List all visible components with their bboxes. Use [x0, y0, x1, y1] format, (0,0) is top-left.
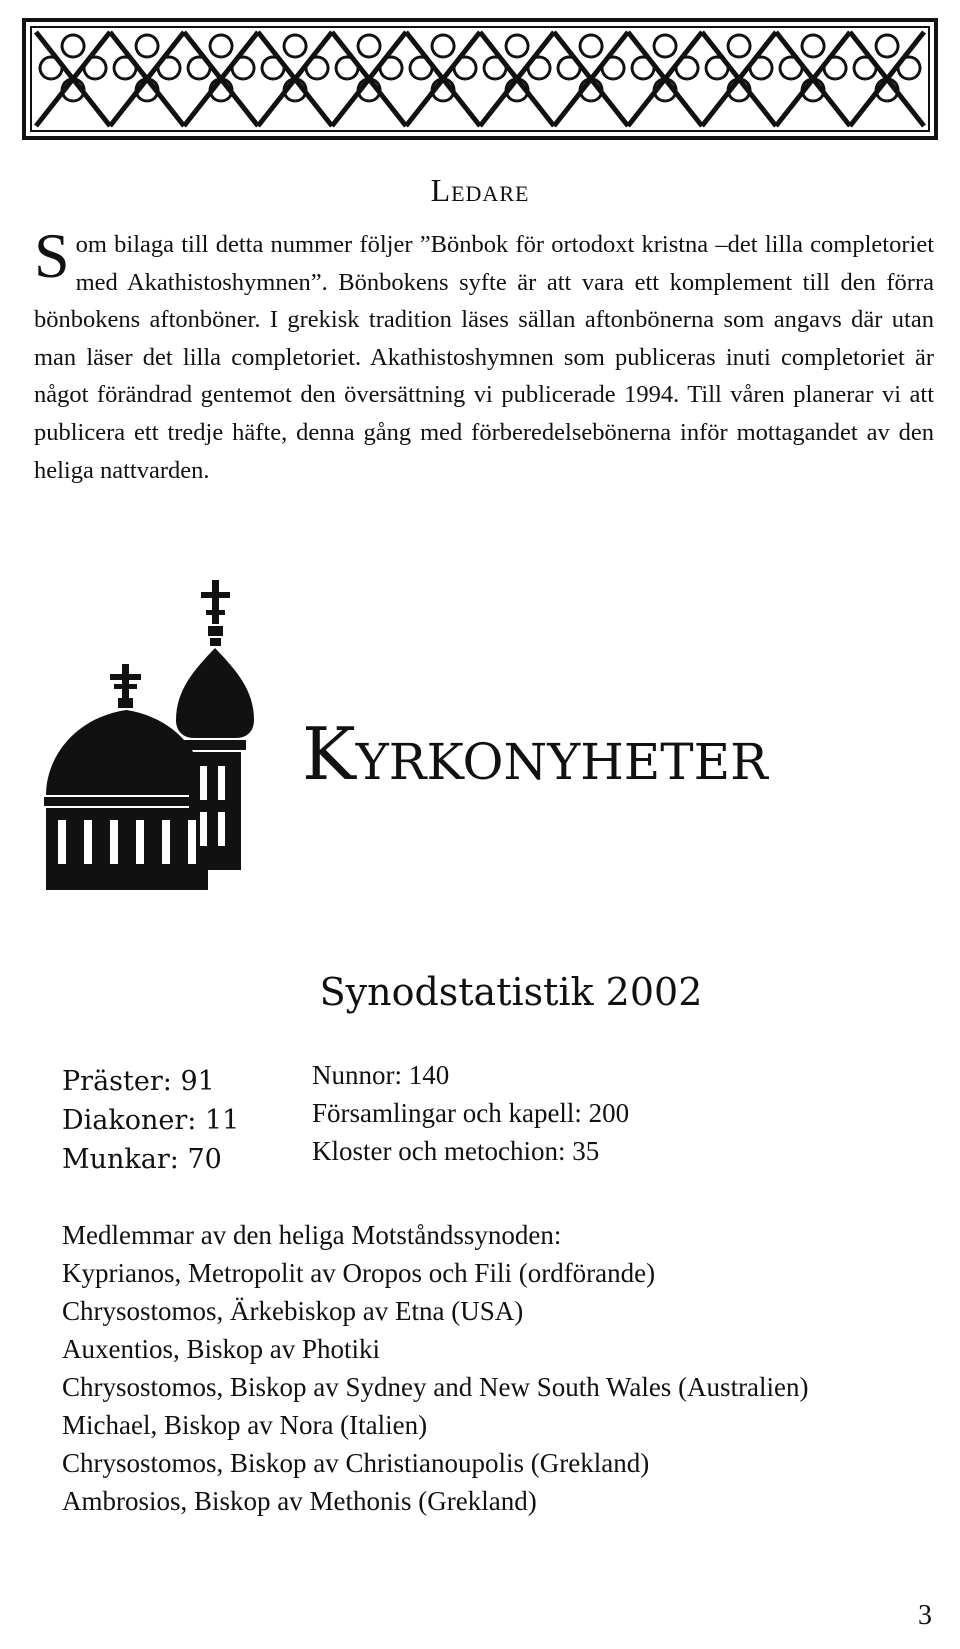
ledare-paragraph: om bilaga till detta nummer följer ”Bönbok för ortodoxt kristna –det lilla completoriet med Akathistoshymnen”. Bönbokens syfte är att vara ett komplement till den förra bönbokens aftonböner. I grekisk tradition läses sällan aftonbönerna som angavs där utan man läser det lilla completoriet. Akathistoshymnen som publiceras inuti completoriet är något förändrad gentemot den översättning vi publicerade 1994. Till våren planerar vi att publicera ett tredje häfte, denna gång med förberedelsebönerna inför mottagandet av den heliga nattvarden.	[34, 231, 934, 484]
knot-center	[809, 75, 817, 83]
list-item: Chrysostomos, Ärkebiskop av Etna (USA)	[62, 1296, 524, 1326]
stat-row: Diakoner: 11	[62, 1105, 240, 1136]
stat-row: Församlingar och kapell: 200	[312, 1098, 630, 1128]
knot-center	[217, 75, 225, 83]
stats-left-column	[62, 1062, 239, 1179]
list-item: Auxentios, Biskop av Photiki	[62, 1334, 381, 1364]
stat-row: Munkar: 70	[62, 1144, 222, 1175]
list-item: Chrysostomos, Biskop av Christianoupolis (Grekland)	[62, 1448, 650, 1478]
members-heading: Medlemmar av den heliga Motståndssynoden:	[62, 1220, 562, 1250]
synod-members-list	[62, 1216, 809, 1520]
ledare-body	[34, 220, 934, 489]
list-item: Chrysostomos, Biskop av Sydney and New South Wales (Australien)	[62, 1372, 809, 1402]
church-domes-icon	[44, 580, 284, 890]
kyrkonyheter-heading: Kyrkonyheter	[302, 712, 768, 796]
stat-row: Nunnor: 140	[312, 1060, 450, 1090]
drop-cap: S	[34, 220, 70, 291]
knot-center	[69, 75, 77, 83]
knot-center	[439, 75, 447, 83]
stat-row: Kloster och metochion: 35	[312, 1136, 600, 1166]
knot-center	[513, 75, 521, 83]
knot-center	[735, 75, 743, 83]
ledare-heading: Ledare	[430, 172, 530, 208]
knot-center	[365, 75, 373, 83]
synod-heading: Synodstatistik 2002	[319, 970, 703, 1014]
knot-center	[661, 75, 669, 83]
stat-row: Präster: 91	[62, 1066, 215, 1097]
knot-center	[883, 75, 891, 83]
stats-right-column	[312, 1056, 629, 1170]
knot-center	[291, 75, 299, 83]
knot-center	[143, 75, 151, 83]
list-item: Ambrosios, Biskop av Methonis (Grekland)	[62, 1486, 537, 1516]
list-item: Kyprianos, Metropolit av Oropos och Fili (ordförande)	[62, 1258, 656, 1288]
page-number: 3	[918, 1600, 932, 1631]
knot-center	[587, 75, 595, 83]
celtic-knot-border-icon	[22, 18, 938, 140]
list-item: Michael, Biskop av Nora (Italien)	[62, 1410, 428, 1440]
